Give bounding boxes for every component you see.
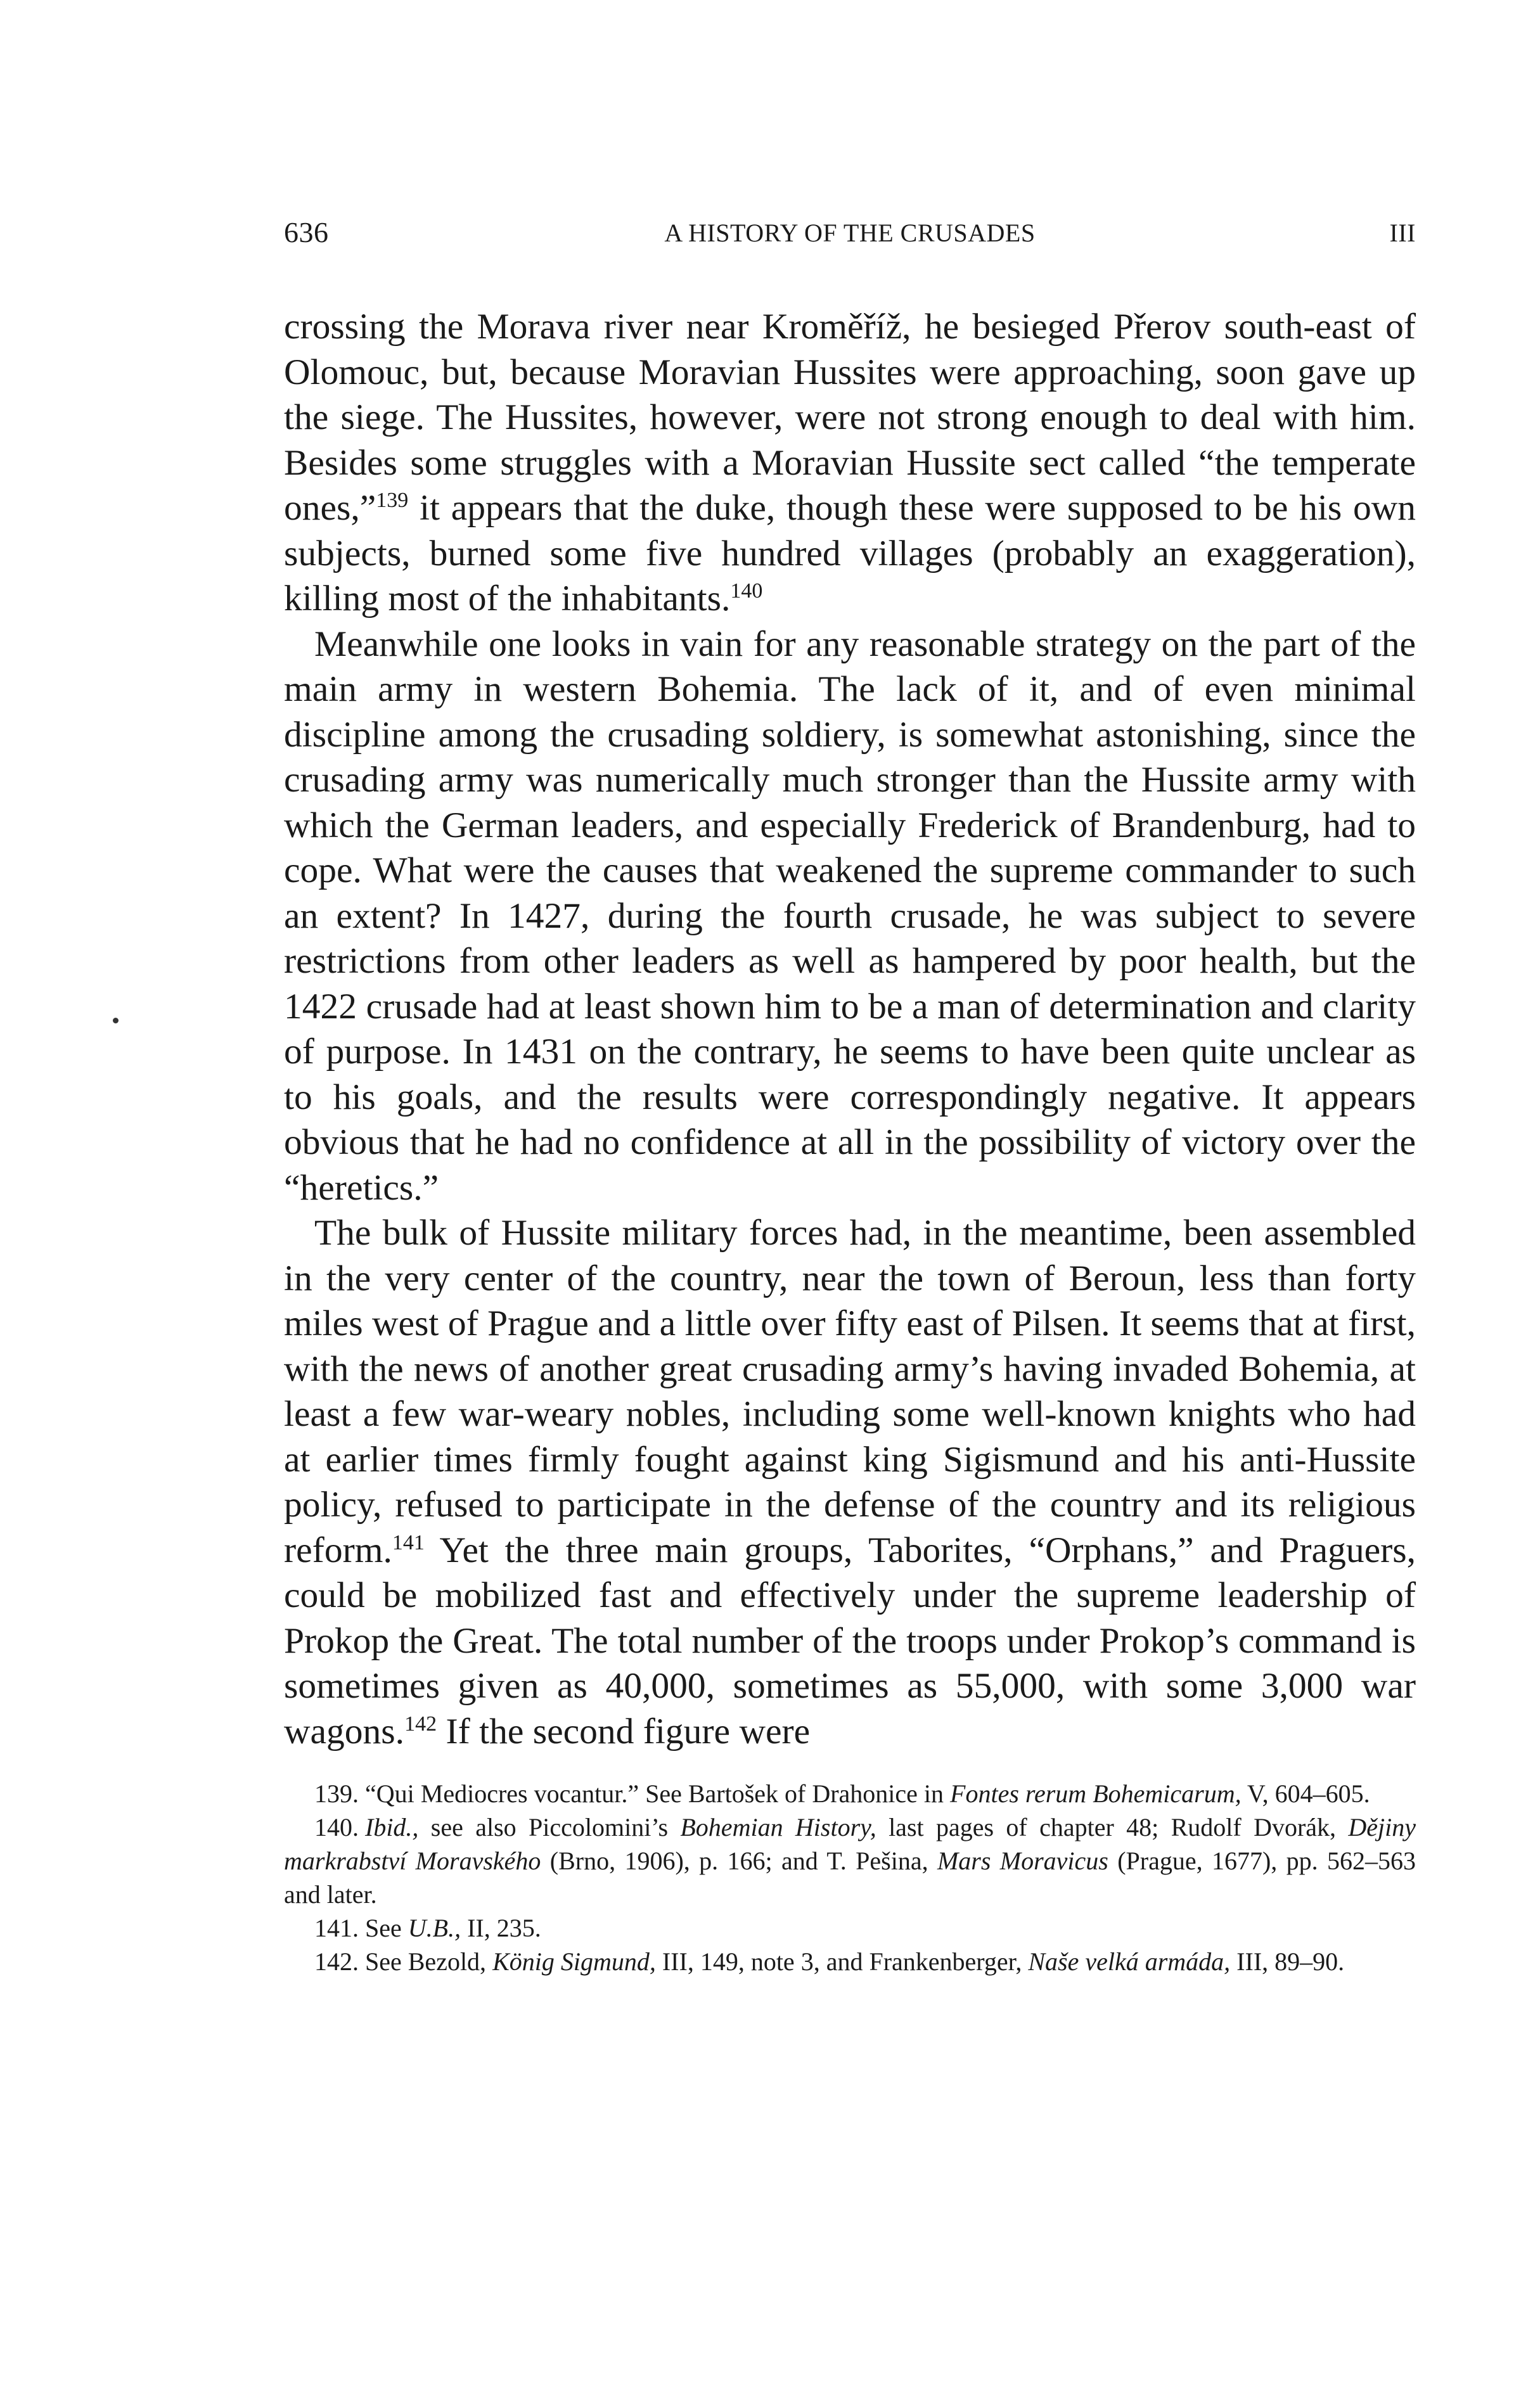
- stray-mark: [113, 1018, 119, 1023]
- running-title: A HISTORY OF THE CRUSADES: [664, 219, 1036, 247]
- body-text: [284, 304, 1416, 1754]
- paragraph-3: [284, 1210, 1416, 1754]
- footnote-number: 140.: [314, 1813, 359, 1841]
- footnote-ref-139: 139: [376, 488, 409, 512]
- footnote-title: Bohemian History,: [680, 1813, 876, 1841]
- footnote-number: 141.: [314, 1914, 359, 1942]
- footnote-number: 142.: [314, 1947, 359, 1976]
- paragraph-1: [284, 304, 1416, 622]
- paragraph-3-text-a: The bulk of Hussite military forces had, in the meantime, been assembled in the very center of the country, near the town of Beroun, less than forty miles west of Prague and a little over fifty east of Pilsen. It seems that at first, with the news of another great crusading army’s having invaded Bohemia, at least a few war-weary nobles, including some well-known knights who had at earlier times firmly fought against king Sigismund and his anti-Hussite policy, refused to participate in the defense of the country and its religious reform.: [284, 1213, 1416, 1570]
- footnote-140: [284, 1810, 1416, 1911]
- book-page: [284, 215, 1416, 1978]
- footnote-text: III, 149, note 3, and Frankenberger,: [655, 1947, 1029, 1976]
- footnote-title: Naše velká armáda,: [1028, 1947, 1231, 1976]
- volume-number: III: [1389, 219, 1416, 247]
- paragraph-2: [284, 622, 1416, 1211]
- paragraph-1-text-a: crossing the Morava river near Kroměříž, he besieged Přerov south-east of Olomouc, but, because Moravian Hussites were approaching, soon gave up the siege. The Hussites, however, were not strong enough to deal with him. Besides some struggles with a Moravian Hussite sect called “the temperate ones,”: [284, 307, 1416, 528]
- footnote-title: Dějiny markrabství Moravského: [284, 1813, 1416, 1875]
- running-head: [284, 215, 1416, 260]
- footnote-ref-140: 140: [730, 579, 763, 603]
- footnote-title: Mars Moravicus: [937, 1847, 1108, 1875]
- footnote-text: (Prague, 1677), pp. 562–563 and later.: [284, 1847, 1416, 1909]
- footnote-139: [284, 1777, 1416, 1810]
- paragraph-2-text: Meanwhile one looks in vain for any reasonable strategy on the part of the main army in western Bohemia. The lack of it, and of even minimal discipline among the crusading soldiery, is somewhat astonishing, since the crusading army was numerically much stronger than the Hussite army with which the German leaders, and especially Frederick of Brandenburg, had to cope. What were the causes that weakened the supreme commander to such an extent? In 1427, during the fourth crusade, he was subject to severe restrictions from other leaders as well as hampered by poor health, but the 1422 crusade had at least shown him to be a man of determination and clarity of purpose. In 1431 on the contrary, he seems to have been quite unclear as to his goals, and the results were correspondingly negative. It appears obvious that he had no confidence at all in the possibility of victory over the “heretics.”: [284, 624, 1416, 1208]
- footnotes: [284, 1777, 1416, 1978]
- footnote-text: III, 89–90.: [1230, 1947, 1345, 1976]
- paragraph-3-text-b: Yet the three main groups, Taborites, “Orphans,” and Praguers, could be mobilized fast and effectively under the supreme leadership of Prokop the Great. The total number of the troops under Prokop’s command is sometimes given as 40,000, sometimes as 55,000, with some 3,000 war wagons.: [284, 1530, 1416, 1752]
- footnote-number: 139.: [314, 1779, 359, 1808]
- paragraph-1-text-b: it appears that the duke, though these were supposed to be his own subjects, burned some five hundred villages (probably an exaggeration), killing most of the inhabitants.: [284, 488, 1416, 618]
- footnote-title: Ibid.,: [365, 1813, 419, 1841]
- footnote-text: see also Piccolomini’s: [418, 1813, 681, 1841]
- footnote-text: last pages of chapter 48; Rudolf Dvorák,: [876, 1813, 1349, 1841]
- footnote-text: (Brno, 1906), p. 166; and T. Pešina,: [541, 1847, 937, 1875]
- footnote-title: U.B.,: [408, 1914, 461, 1942]
- footnote-text: II, 235.: [461, 1914, 541, 1942]
- footnote-text: “Qui Mediocres vocantur.” See Bartošek of Drahonice in: [365, 1779, 951, 1808]
- footnote-141: [284, 1911, 1416, 1945]
- paragraph-3-text-c: If the second figure were: [437, 1711, 811, 1752]
- footnote-142: [284, 1945, 1416, 1978]
- footnote-text: See Bezold,: [365, 1947, 493, 1976]
- footnote-ref-142: 142: [404, 1712, 437, 1736]
- footnote-ref-141: 141: [392, 1530, 425, 1554]
- footnote-title: König Sigmund,: [492, 1947, 656, 1976]
- footnote-title: Fontes rerum Bohemicarum,: [950, 1779, 1242, 1808]
- page-number: 636: [284, 216, 329, 248]
- footnote-text: See: [365, 1914, 408, 1942]
- footnote-text: V, 604–605.: [1241, 1779, 1370, 1808]
